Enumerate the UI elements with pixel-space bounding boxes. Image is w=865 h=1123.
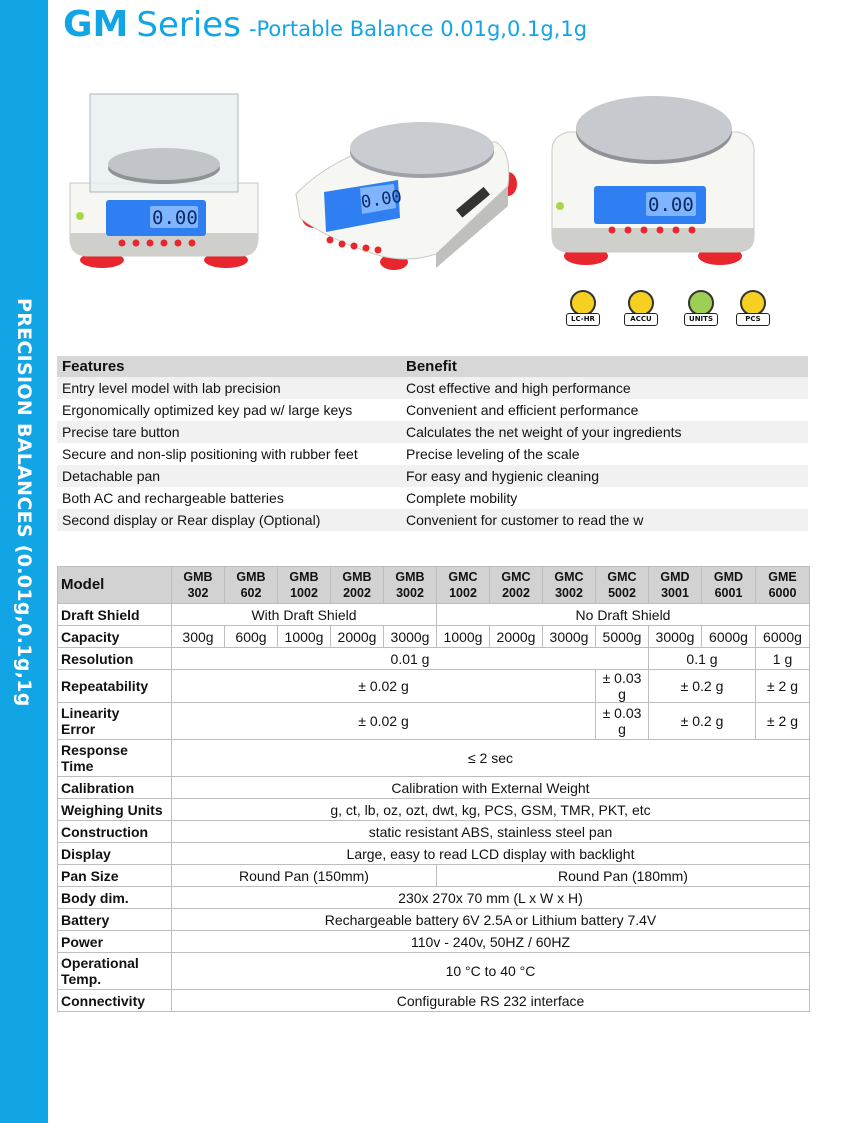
spec-row-capacity xyxy=(58,626,810,648)
product-image-draft-shield xyxy=(64,88,264,274)
spec-row-calibration xyxy=(58,777,810,799)
spec-value: 6000g xyxy=(702,626,756,648)
benefit-cell: For easy and hygienic cleaning xyxy=(401,465,808,487)
spec-value: 5000g xyxy=(596,626,649,648)
spec-row-operational-temp xyxy=(58,953,810,990)
badge-label-pcs: PCS xyxy=(736,313,770,326)
row-label: Pan Size xyxy=(58,865,172,887)
model-header: GMB 602 xyxy=(225,567,278,604)
benefit-cell: Complete mobility xyxy=(406,490,518,506)
row-label: Battery xyxy=(58,909,172,931)
spec-value: 1 g xyxy=(756,648,810,670)
model-header: GMB 1002 xyxy=(278,567,331,604)
feature-cell: Entry level model with lab precision xyxy=(57,377,401,399)
benefit-cell: Cost effective and high performance xyxy=(401,377,808,399)
spec-value: 0.1 g xyxy=(649,648,756,670)
spec-row-linearity xyxy=(58,703,810,740)
model-header: GMB 3002 xyxy=(384,567,437,604)
model-header: GMC 2002 xyxy=(490,567,543,604)
feature-cell: Detachable pan xyxy=(57,465,401,487)
product-2-display: 0.00 xyxy=(359,186,404,213)
units-icon xyxy=(682,290,720,326)
spec-value: With Draft Shield xyxy=(172,604,437,626)
model-header: GME 6000 xyxy=(756,567,810,604)
spec-value: ± 2 g xyxy=(756,703,810,740)
spec-value: 600g xyxy=(225,626,278,648)
spec-row-construction xyxy=(58,821,810,843)
specifications-table xyxy=(57,566,810,1012)
spec-row-repeatability xyxy=(58,670,810,703)
features-col-header: Features xyxy=(57,356,401,377)
spec-row-battery xyxy=(58,909,810,931)
features-table xyxy=(57,356,808,531)
row-label: Construction xyxy=(58,821,172,843)
battery-charge-icon xyxy=(564,290,602,326)
model-header: GMB 302 xyxy=(172,567,225,604)
spec-value: ± 0.03 g xyxy=(596,703,649,740)
spec-value: ± 0.03 g xyxy=(596,670,649,703)
table-row xyxy=(57,421,808,443)
spec-value: 3000g xyxy=(543,626,596,648)
battery-icon xyxy=(622,290,660,326)
spec-value: Large, easy to read LCD display with backlight xyxy=(172,843,810,865)
product-image-angled xyxy=(286,122,518,274)
badge-label-accu: ACCU xyxy=(624,313,658,326)
row-label: Operational Temp. xyxy=(58,953,172,990)
table-row xyxy=(57,509,808,531)
row-label: Draft Shield xyxy=(58,604,172,626)
spec-value: 0.01 g xyxy=(172,648,649,670)
spec-value: 230x 270x 70 mm (L x W x H) xyxy=(172,887,810,909)
sidebar-title: PRECISION BALANCES (0.01g,0.1g,1g xyxy=(13,298,35,707)
spec-value: ± 2 g xyxy=(756,670,810,703)
model-header-row xyxy=(58,567,810,604)
benefit-col-header: Benefit xyxy=(401,356,808,377)
model-header: GMC 5002 xyxy=(596,567,649,604)
spec-value: static resistant ABS, stainless steel pan xyxy=(172,821,810,843)
product-1-display: 0.00 xyxy=(152,207,198,229)
spec-value: ± 0.2 g xyxy=(649,670,756,703)
model-header: GMC 1002 xyxy=(437,567,490,604)
table-row xyxy=(57,443,808,465)
table-row xyxy=(57,377,808,399)
spec-row-connectivity xyxy=(58,990,810,1012)
spec-row-weighing-units xyxy=(58,799,810,821)
spec-value: ± 0.02 g xyxy=(172,703,596,740)
row-label: Connectivity xyxy=(58,990,172,1012)
feature-cell: Secure and non-slip positioning with rubber feet xyxy=(62,446,358,462)
page-title xyxy=(63,4,587,45)
row-label: Weighing Units xyxy=(58,799,172,821)
product-3-display: 0.00 xyxy=(648,194,694,216)
title-series: Series xyxy=(136,5,241,45)
spec-value: 1000g xyxy=(278,626,331,648)
benefit-cell: Precise leveling of the scale xyxy=(406,446,580,462)
feature-icons xyxy=(562,290,782,330)
model-header: GMD 6001 xyxy=(702,567,756,604)
spec-value: ± 0.2 g xyxy=(649,703,756,740)
row-label: Linearity Error xyxy=(58,703,172,740)
table-row xyxy=(57,399,808,421)
spec-value: 3000g xyxy=(384,626,437,648)
row-label: Repeatability xyxy=(58,670,172,703)
spec-value: Round Pan (150mm) xyxy=(172,865,437,887)
benefit-cell: Convenient for customer to read the w xyxy=(401,509,808,531)
spec-value: Rechargeable battery 6V 2.5A or Lithium battery 7.4V xyxy=(172,909,810,931)
feature-cell: Both AC and rechargeable batteries xyxy=(62,490,284,506)
sidebar-band xyxy=(0,0,48,1123)
spec-row-body-dim xyxy=(58,887,810,909)
spec-value: Calibration with External Weight xyxy=(172,777,810,799)
row-label: Resolution xyxy=(58,648,172,670)
feature-cell: Second display or Rear display (Optional) xyxy=(57,509,401,531)
spec-value: No Draft Shield xyxy=(437,604,810,626)
spec-value: 10 °C to 40 °C xyxy=(172,953,810,990)
row-label: Response Time xyxy=(58,740,172,777)
model-label: Model xyxy=(58,567,172,604)
spec-value: Round Pan (180mm) xyxy=(437,865,810,887)
table-row xyxy=(57,465,808,487)
spec-row-response-time xyxy=(58,740,810,777)
feature-cell: Precise tare button xyxy=(57,421,401,443)
spec-row-power xyxy=(58,931,810,953)
spec-value: 3000g xyxy=(649,626,702,648)
pieces-icon xyxy=(734,290,772,326)
spec-row-display xyxy=(58,843,810,865)
row-label: Body dim. xyxy=(58,887,172,909)
spec-value: g, ct, lb, oz, ozt, dwt, kg, PCS, GSM, TMR, PKT, etc xyxy=(172,799,810,821)
spec-value: ± 0.02 g xyxy=(172,670,596,703)
spec-value: 1000g xyxy=(437,626,490,648)
spec-value: 2000g xyxy=(331,626,384,648)
features-header-row xyxy=(57,356,808,377)
spec-row-pan-size xyxy=(58,865,810,887)
spec-row-resolution xyxy=(58,648,810,670)
badge-label-units: UNITS xyxy=(684,313,718,326)
spec-row-draft-shield xyxy=(58,604,810,626)
model-header: GMD 3001 xyxy=(649,567,702,604)
model-header: GMB 2002 xyxy=(331,567,384,604)
benefit-cell: Calculates the net weight of your ingredients xyxy=(401,421,808,443)
spec-value: 110v - 240v, 50HZ / 60HZ xyxy=(172,931,810,953)
model-header: GMC 3002 xyxy=(543,567,596,604)
row-label: Capacity xyxy=(58,626,172,648)
spec-value: 300g xyxy=(172,626,225,648)
row-label: Calibration xyxy=(58,777,172,799)
benefit-cell: Convenient and efficient performance xyxy=(406,402,639,418)
spec-value: ≤ 2 sec xyxy=(172,740,810,777)
product-image-no-draft-shield xyxy=(548,88,758,270)
row-label: Power xyxy=(58,931,172,953)
spec-value: Configurable RS 232 interface xyxy=(172,990,810,1012)
feature-cell: Ergonomically optimized key pad w/ large keys xyxy=(62,402,353,418)
title-brand: GM xyxy=(63,4,129,45)
title-subtitle: -Portable Balance 0.01g,0.1g,1g xyxy=(248,17,588,41)
spec-value: 6000g xyxy=(756,626,810,648)
row-label: Display xyxy=(58,843,172,865)
spec-value: 2000g xyxy=(490,626,543,648)
badge-label-lchr: LC-HR xyxy=(566,313,600,326)
table-row xyxy=(57,487,808,509)
